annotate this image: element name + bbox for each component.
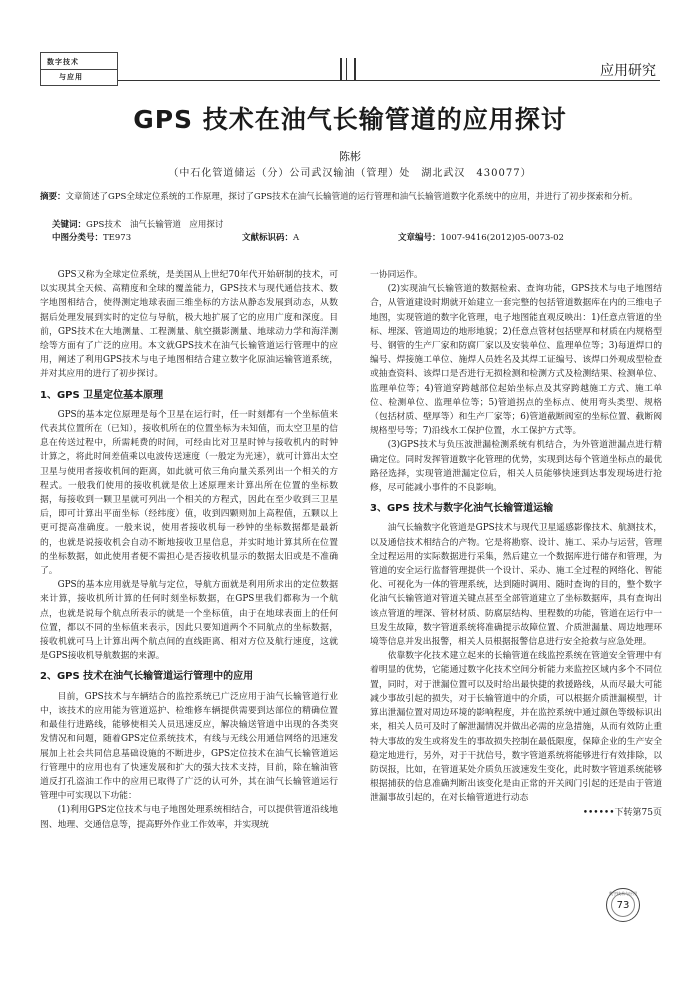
- doc-code-label: 文献标识码：: [242, 233, 294, 243]
- paragraph: 油气长输数字化管道是GPS技术与现代卫星遥感影像技术、航测技术，以及通信技术相结合的产物。它是将勘察、设计、施工、采办与运营，管理全过程运用的实际数据进行采集，然后建立一个数据库进行储存和管理，为管道的安全运行监督管理提供一个设计、采办、施工全过程的网络化、智能化、可视化为一体的管理系统，达到随时调用、随时查询的目的，整个数字化油气长输管道对管道关键点甚至全部管道建立了坐标数据库，具有查询出该点管道的埋深、管材材质、防腐层结构、里程数的功能，管道在运行中一旦发生故障，数字管道系统将准确提示故障位置、介质泄漏量、周边地理环境等信息并发出报警，相关人员根据报警信息进行安全抢救与应急处理。: [370, 523, 662, 648]
- body-column-left: [40, 268, 338, 832]
- paragraph: (2)实现油气长输管道的数据检索、查询功能，GPS技术与电子地图结合，从管道建设时期就开始建立一套完整的包括管道数据库在内的三维电子地图，实现管道的数字化管理，电子地图能直观反映出：1)任意点管道的坐标、埋深、管道周边的地形地貌；2)任意点管材包括壁厚和材质在内规格型号、钢管的生产厂家和防腐厂家以及安装单位、监理单位等；3)每道焊口的编号、焊接施工单位、施焊人员姓名及其焊工证编号、该焊口外观成型检查或抽查资料、该焊口是否进行无损检测和检测方式及检测结果、检测单位、监理单位等；4)管道穿跨越部位起始坐标点及其穿跨越施工方式、施工单位、检测单位、监理单位等；5)管道拐点的坐标点、使用弯头类型、规格（包括材质、壁厚等）和生产厂家等；6)管道截断阀室的坐标位置、截断阀规格型号等；7)沿线水工保护位置，水工保护方式等。: [370, 284, 662, 437]
- abstract-text: 文章简述了GPS全球定位系统的工作原理，探讨了GPS技术在油气长输管道的运行管理和油气长输管道数字化系统中的应用，并进行了初步探索和分析。: [65, 192, 638, 202]
- logo-divider: [41, 69, 117, 70]
- keywords: [52, 218, 223, 230]
- paragraph: GPS又称为全球定位系统，是美国从上世纪70年代开始研制的技术，可以实现其全天候、高精度和全球的覆盖能力，GPS技术与现代通信技术、数字地图相结合，使得测定地球表面三维坐标的方法从静态发展到动态，从数据后处理发展到实时的定位与导航，极大地扩展了它的应用广度和深度。目前，GPS技术在大地测量、工程测量、航空摄影测量、地球动力学和海洋测绘等方面有了广泛的应用。本文就GPS技术在油气长输管道运行管理中的应用，阐述了利用GPS技术与电子地图相结合建立数字化原油运输管道系统，并对其应用的进行了初步探讨。: [40, 270, 338, 380]
- clc-value: TE973: [103, 233, 132, 243]
- section-heading-1: 1、GPS 卫星定位基本原理: [40, 389, 164, 401]
- document-code: [242, 231, 299, 243]
- continued-note: ••••••下转第75页: [582, 807, 662, 818]
- journal-logo-line2: 与应用: [59, 73, 83, 81]
- article-number-value: 1007-9416(2012)05-0073-02: [440, 233, 564, 243]
- paragraph: (1)利用GPS定位技术与电子地图处理系统相结合，可以提供管道沿线地图、地理、交通信息等，提高野外作业工作效率，并实现统: [40, 805, 338, 830]
- paragraph: GPS的基本定位原理是每个卫星在运行时，任一时刻都有一个坐标值来代表其位置所在（已知），接收机所在的位置坐标为未知值，而太空卫星的信息在传送过程中，所需耗费的时间，可经由比对卫星时钟与接收机内的时钟计算之，将此时间差值乘以电波传送速度（一般定为光速），就可计算出太空卫星与使用者接收机间的距离，如此就可依三角向量关系列出一个相关的方程式。一般我们使用的接收机就是依上述原理来计算出所在位置的坐标数据，每接收到一颗卫星就可列出一个相关的方程式，因此在至少收到三卫星后，即可计算出平面坐标（经纬度）值，收到四颗则加上高程值，五颗以上更可提高准确度。一般来说，使用者接收机每一秒钟的坐标数据都是最新的，也就是说接收机会自动不断地接收卫星信息，并实时地计算其所在位置的坐标数据，如此使用者便不需担心是否接收机显示的数据太旧或是不准确了。: [40, 409, 338, 577]
- clc-label: 中图分类号：: [52, 233, 104, 243]
- keywords-label: 关键词：: [52, 220, 87, 230]
- abstract-label: 摘要：: [40, 192, 66, 202]
- section-label: 应用研究: [600, 63, 656, 79]
- journal-logo: [40, 52, 118, 86]
- section-heading-2: 2、GPS 技术在油气长输管道运行管理中的应用: [40, 671, 254, 683]
- paragraph: 目前，GPS技术与车辆结合的监控系统已广泛应用于油气长输管道行业中，该技术的应用能为管道巡护、检维修车辆提供需要到达部位的精确位置和最佳行进路线，能够使相关人员迅速反应，解决输送管道中出现的各类突发情况和问题，随着GPS定位系统技术，有线与无线公用通信网络的迅速发展加上社会共同信息基础设施的不断进步，GPS定位技术在油气长输管道运行管理中的应用也有了快速发展和扩大的强大技术支持，目前，除在输油管道反打孔盗油工作中的应用已取得了广泛的认可外，其在油气长输管道运行管理中可实现以下功能：: [40, 691, 338, 802]
- paragraph: 一协同运作。: [370, 270, 423, 280]
- article-title: GPS 技术在油气长输管道的应用探讨: [133, 105, 567, 134]
- paragraph: 依靠数字化技术建立起来的长输管道在线监控系统在管道安全管理中有着明显的优势，它能通过数字化技术空间分析能力来监控区域内多个不同位置，同时，对于泄漏位置可以及时给出最快捷的救援路线，从而尽最大可能减少事故引起的损失，对于长输管道中的介质，可以根据介质泄漏模型，计算出泄漏位置对周边环境的影响程度，并在监控系统中通过颜色等级标识出来，相关人员可及时了解泄漏情况并做出必需的应急措施，从而有效防止重特大事故的发生或将发生的事故损失控制在最低限度，保障企业的生产安全稳定地进行，另外，对于干扰信号，数字管道系统将能够进行有效排除，以防误报，比如，在管道某处介质负压波速发生变化，此时数字管道系统能够根据捕获的信息准确判断出该变化是由正常的开关阀门引起的还是由于管道泄漏事故引起的，在对长输管道进行动态: [370, 651, 662, 804]
- page-number-badge: [606, 888, 640, 922]
- article-number-label: 文章编号：: [398, 233, 441, 243]
- doc-code-value: A: [293, 233, 300, 243]
- paragraph: (3)GPS技术与负压波泄漏检测系统有机结合，为外管道泄漏点进行精确定位。同时发挥管道数字化管理的优势，实现到达每个管道坐标点的最优路径选择，实现管道泄漏定位后，相关人员能够快速到达事发现场进行抢修，尽可能减小事件的不良影响。: [370, 440, 662, 494]
- header-rule: [118, 80, 660, 81]
- article-number: [398, 231, 564, 243]
- author-affiliation: （中石化管道储运（分）公司武汉输油（管理）处 湖北武汉 430077）: [168, 168, 532, 179]
- keywords-text: GPS技术 油气长输管道 应用探讨: [86, 220, 224, 230]
- abstract: [40, 190, 660, 204]
- paragraph: GPS的基本应用就是导航与定位，导航方面就是利用所求出的定位数据来计算，接收机所计算的任何时刻坐标数据，在GPS里我们都称为一个航点，也就是说每个航点所表示的就是一个坐标值，由于在地球表面上的任何位置，都以不同的坐标值来表示，因此只要知道两个不同航点的坐标数据，接收机就可马上计算出两个航点间的直线距离、相对方位及航行速度，这就是GPS接收机导航数据的来源。: [40, 580, 338, 662]
- header-bars-decoration: [340, 58, 360, 80]
- body-column-right: [370, 268, 662, 820]
- journal-logo-line1: 数字技术: [47, 58, 79, 66]
- clc-number: [52, 231, 131, 243]
- section-heading-3: 3、GPS 技术与数字化油气长输管道运输: [370, 503, 554, 515]
- article-author: 陈彬: [339, 150, 361, 163]
- page-number: 73: [611, 893, 635, 917]
- badge-ring-text: 数字技术与应用: [609, 891, 637, 896]
